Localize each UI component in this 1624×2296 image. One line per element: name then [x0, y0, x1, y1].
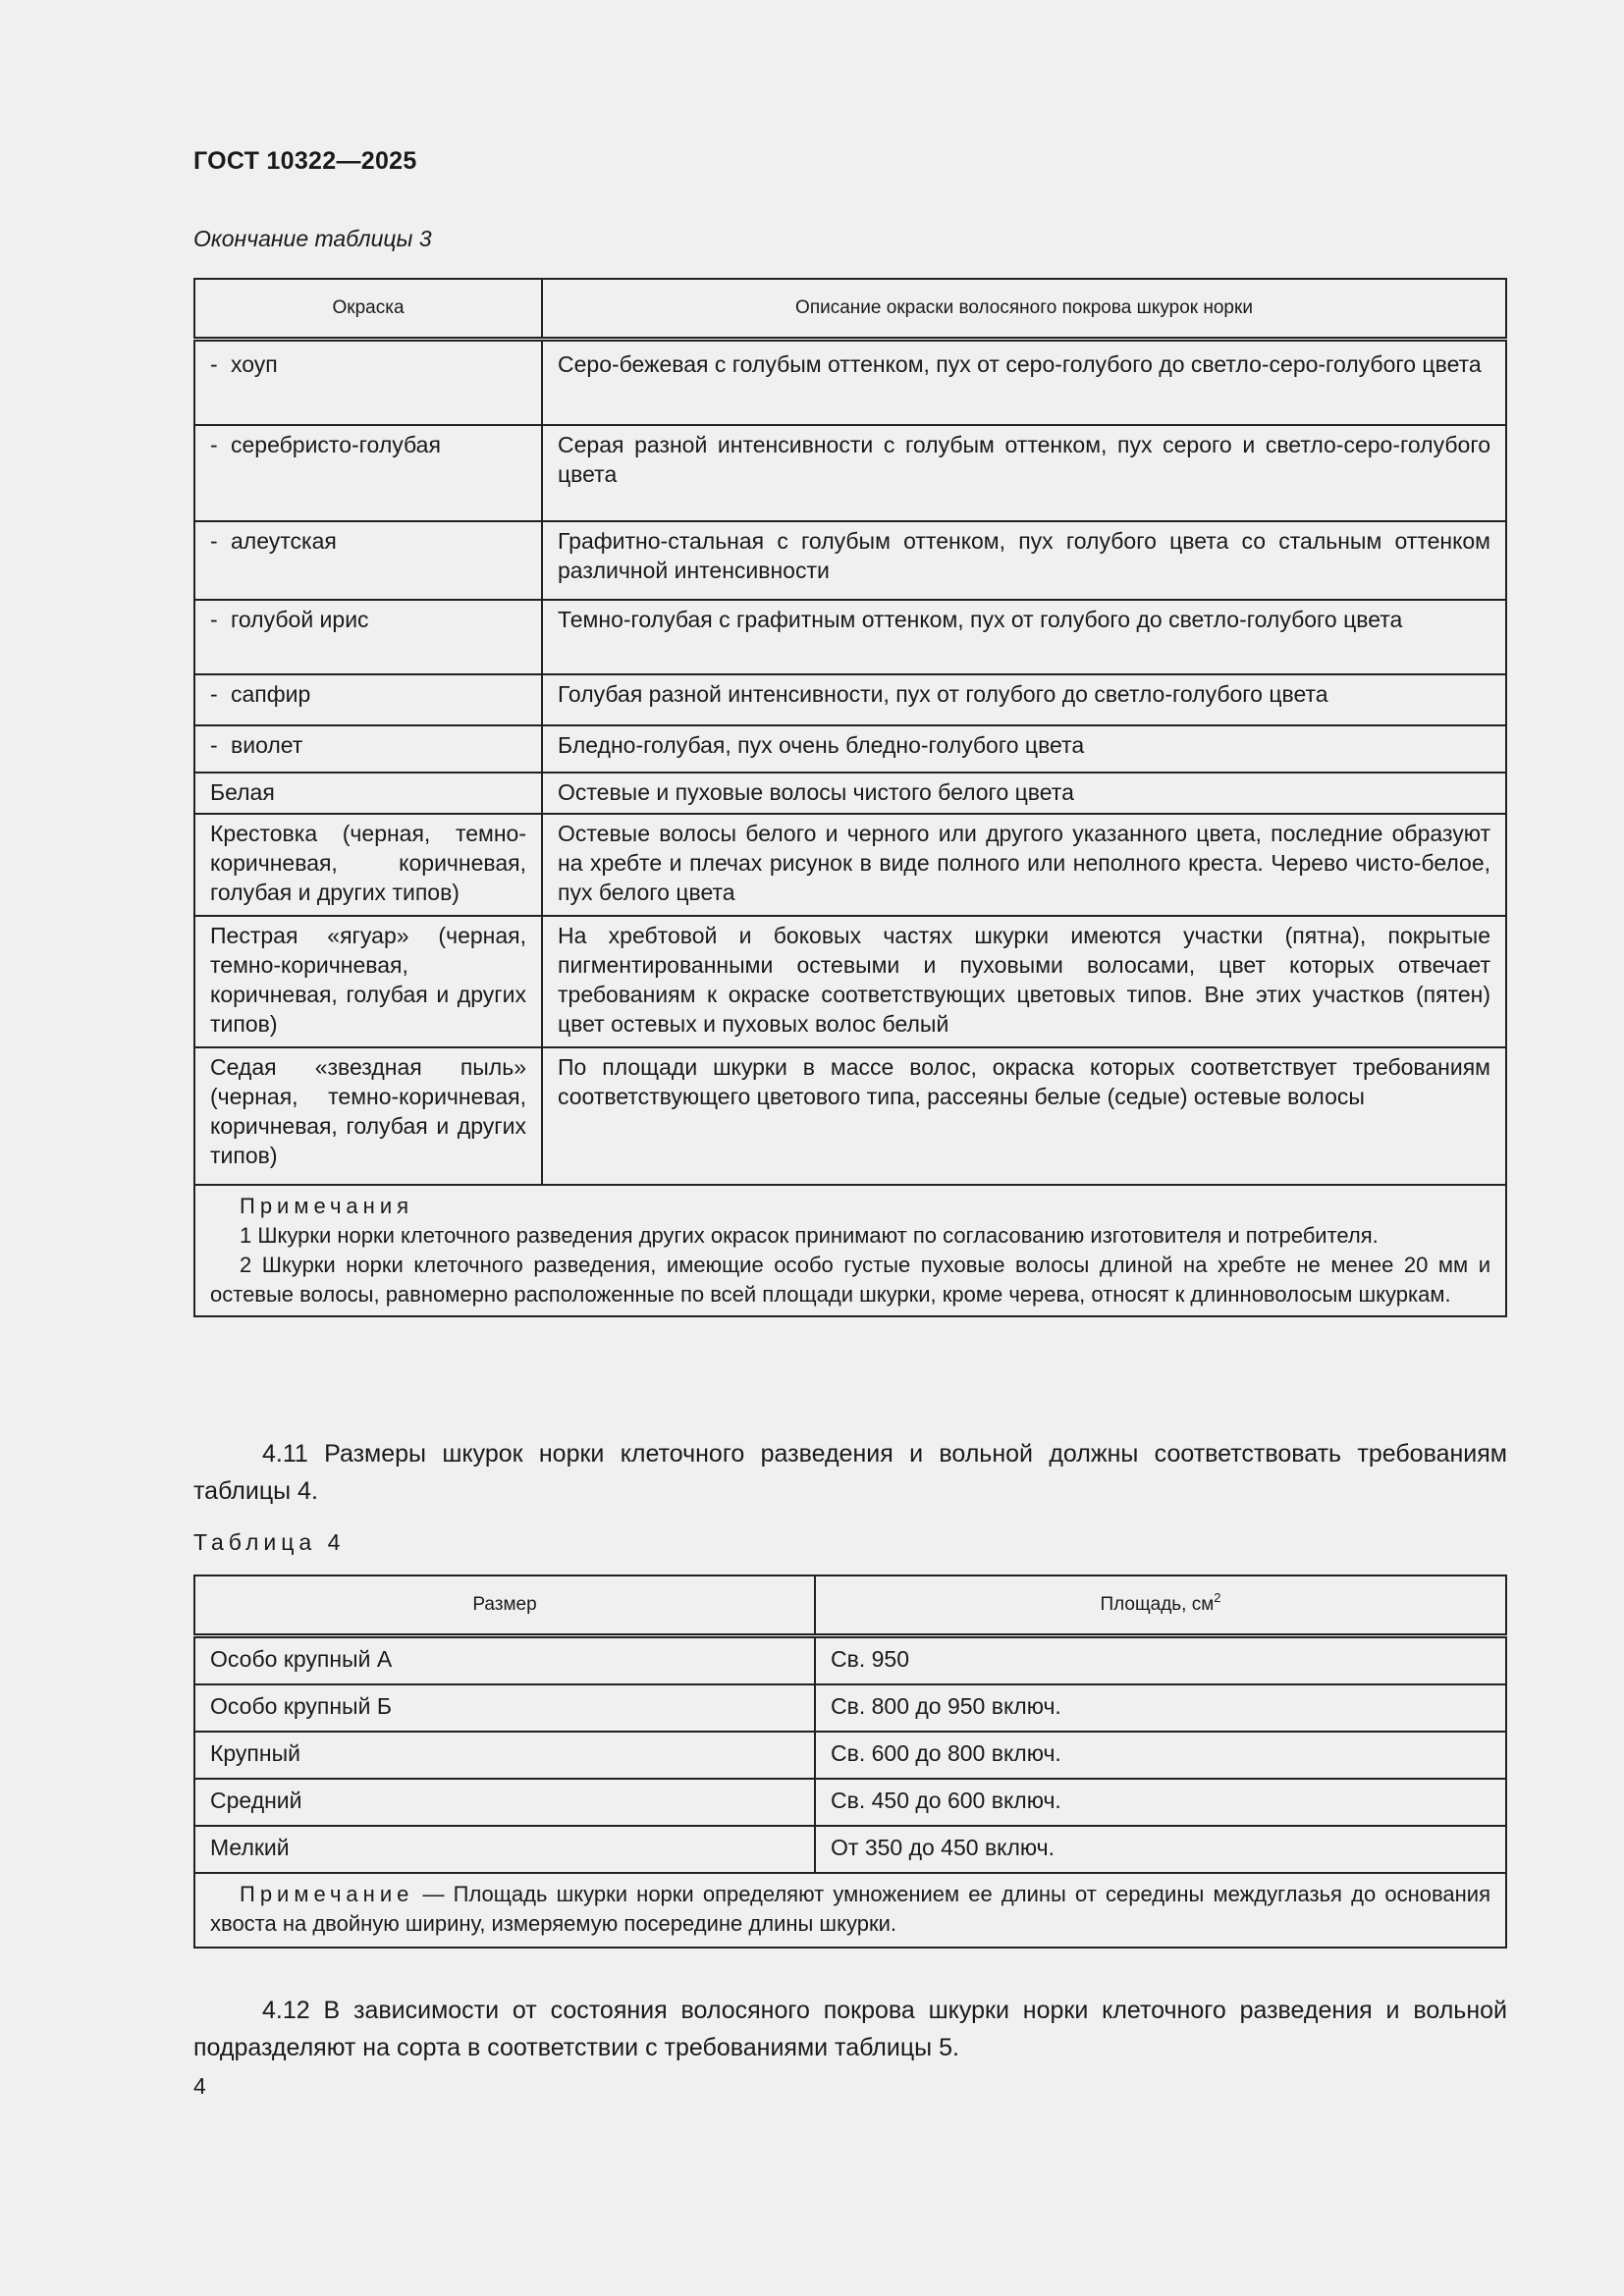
page-number: 4: [193, 2073, 206, 2099]
table3-subrow: [194, 600, 1506, 674]
color-description: Серая разной интенсивности с голубым оттенком, пух серого и светло-серо-голубого цвета: [558, 432, 1490, 487]
table3-subrow: [194, 674, 1506, 725]
color-description: Серо-бежевая с голубым оттенком, пух от серо-голубого до светло-серо-голубого цвета: [558, 351, 1482, 377]
table4-row: [194, 1732, 1506, 1779]
table4-row: [194, 1826, 1506, 1873]
size-area: От 350 до 450 включ.: [815, 1826, 1506, 1873]
color-description: Графитно-стальная с голубым оттенком, пух голубого цвета со стальным оттенком различной интенсивности: [558, 528, 1490, 583]
dash-marker: -: [210, 351, 218, 377]
color-name: хоуп: [231, 351, 278, 377]
table4-col-header-size: Размер: [194, 1575, 815, 1636]
dash-marker: -: [210, 607, 218, 632]
table4: [193, 1575, 1507, 1949]
color-name: голубой ирис: [231, 607, 369, 632]
color-name: Крестовка (черная, темно-коричневая, коричневая, голубая и других типов): [194, 814, 542, 916]
table3-col-header-description: Описание окраски волосяного покрова шкурок норки: [542, 279, 1506, 340]
table3: [193, 278, 1507, 1317]
table4-row: [194, 1684, 1506, 1732]
table3-header-row: [194, 279, 1506, 340]
dash-marker: -: [210, 528, 218, 554]
table4-row: [194, 1636, 1506, 1685]
document-id: ГОСТ 10322—2025: [193, 147, 417, 175]
dash-marker: -: [210, 681, 218, 707]
table4-col-header-area: [815, 1575, 1506, 1636]
notes-title: Примечания: [240, 1194, 414, 1218]
color-name: алеутская: [231, 528, 337, 554]
size-name: Средний: [194, 1779, 815, 1826]
size-area: Св. 600 до 800 включ.: [815, 1732, 1506, 1779]
table3-subrow: [194, 521, 1506, 600]
color-name: Пестрая «ягуар» (черная, темно-коричневая, коричневая, голубая и других типов): [194, 916, 542, 1047]
table3-notes-row: [194, 1185, 1506, 1316]
table4-note-row: [194, 1873, 1506, 1948]
table3-continuation-caption: Окончание таблицы 3: [193, 226, 432, 251]
area-header-superscript: 2: [1214, 1590, 1221, 1605]
color-description: Остевые и пуховые волосы чистого белого цвета: [542, 773, 1506, 814]
size-name: Мелкий: [194, 1826, 815, 1873]
note-item: 2 Шкурки норки клеточного разведения, имеющие особо густые пуховые волосы длиной на хребте не менее 20 мм и остевые волосы, равномерно расположенные по всей площади шкурки, кроме черева, относят к длинноволосым шкуркам.: [210, 1253, 1490, 1307]
table3-row: [194, 1047, 1506, 1185]
color-description: На хребтовой и боковых частях шкурки имеются участки (пятна), покрытые пигментированными остевыми и пуховыми волосами, цвет которых отвечает требованиям к окраске соответствующих цветовых типов. Вне этих участков (пятен) цвет остевых и пуховых волос белый: [542, 916, 1506, 1047]
color-name: сапфир: [231, 681, 311, 707]
table4-note: [210, 1880, 1490, 1939]
note-item: 1 Шкурки норки клеточного разведения других окрасок принимают по согласованию изготовителя и потребителя.: [240, 1223, 1379, 1248]
table3-subrow: [194, 425, 1506, 521]
dash-marker: -: [210, 732, 218, 758]
size-name: Особо крупный Б: [194, 1684, 815, 1732]
table3-subrow: [194, 725, 1506, 773]
note-title: Примечание: [240, 1882, 414, 1906]
size-name: Крупный: [194, 1732, 815, 1779]
table3-subrow: [194, 340, 1506, 426]
size-name: Особо крупный А: [194, 1636, 815, 1685]
area-header-label: Площадь, см: [1100, 1594, 1215, 1615]
paragraph-4-12: 4.12 В зависимости от состояния волосяного покрова шкурки норки клеточного разведения и вольной подразделяют на сорта в соответствии с требованиями таблицы 5.: [193, 1997, 1507, 2061]
color-description: Бледно-голубая, пух очень бледно-голубого цвета: [558, 732, 1085, 758]
size-area: Св. 950: [815, 1636, 1506, 1685]
note-text: — Площадь шкурки норки определяют умножением ее длины от середины междуглазья до основания хвоста на двойную ширину, измеряемую посередине длины шкурки.: [210, 1882, 1490, 1936]
color-description: По площади шкурки в массе волос, окраска которых соответствует требованиям соответствующего цветового типа, рассеяны белые (седые) остевые волосы: [542, 1047, 1506, 1185]
size-area: Св. 450 до 600 включ.: [815, 1779, 1506, 1826]
color-name: виолет: [231, 732, 303, 758]
table4-header-row: [194, 1575, 1506, 1636]
paragraph-4-11: 4.11 Размеры шкурок норки клеточного разведения и вольной должны соответствовать требованиям таблицы 4.: [193, 1440, 1507, 1505]
size-area: Св. 800 до 950 включ.: [815, 1684, 1506, 1732]
table3-col-header-color: Окраска: [194, 279, 542, 340]
table4-caption: Таблица 4: [193, 1529, 346, 1555]
table4-row: [194, 1779, 1506, 1826]
dash-marker: -: [210, 432, 218, 457]
table3-row: [194, 814, 1506, 916]
color-name: Белая: [194, 773, 542, 814]
color-description: Остевые волосы белого и черного или другого указанного цвета, последние образуют на хребте и плечах рисунок в виде полного или неполного креста. Черево чисто-белое, пух белого цвета: [542, 814, 1506, 916]
color-name: Седая «звездная пыль» (черная, темно-коричневая, коричневая, голубая и других типов): [194, 1047, 542, 1185]
color-description: Голубая разной интенсивности, пух от голубого до светло-голубого цвета: [558, 681, 1328, 707]
color-name: серебристо-голубая: [231, 432, 441, 457]
color-description: Темно-голубая с графитным оттенком, пух от голубого до светло-голубого цвета: [558, 607, 1403, 632]
table3-row: [194, 773, 1506, 814]
table3-row: [194, 916, 1506, 1047]
